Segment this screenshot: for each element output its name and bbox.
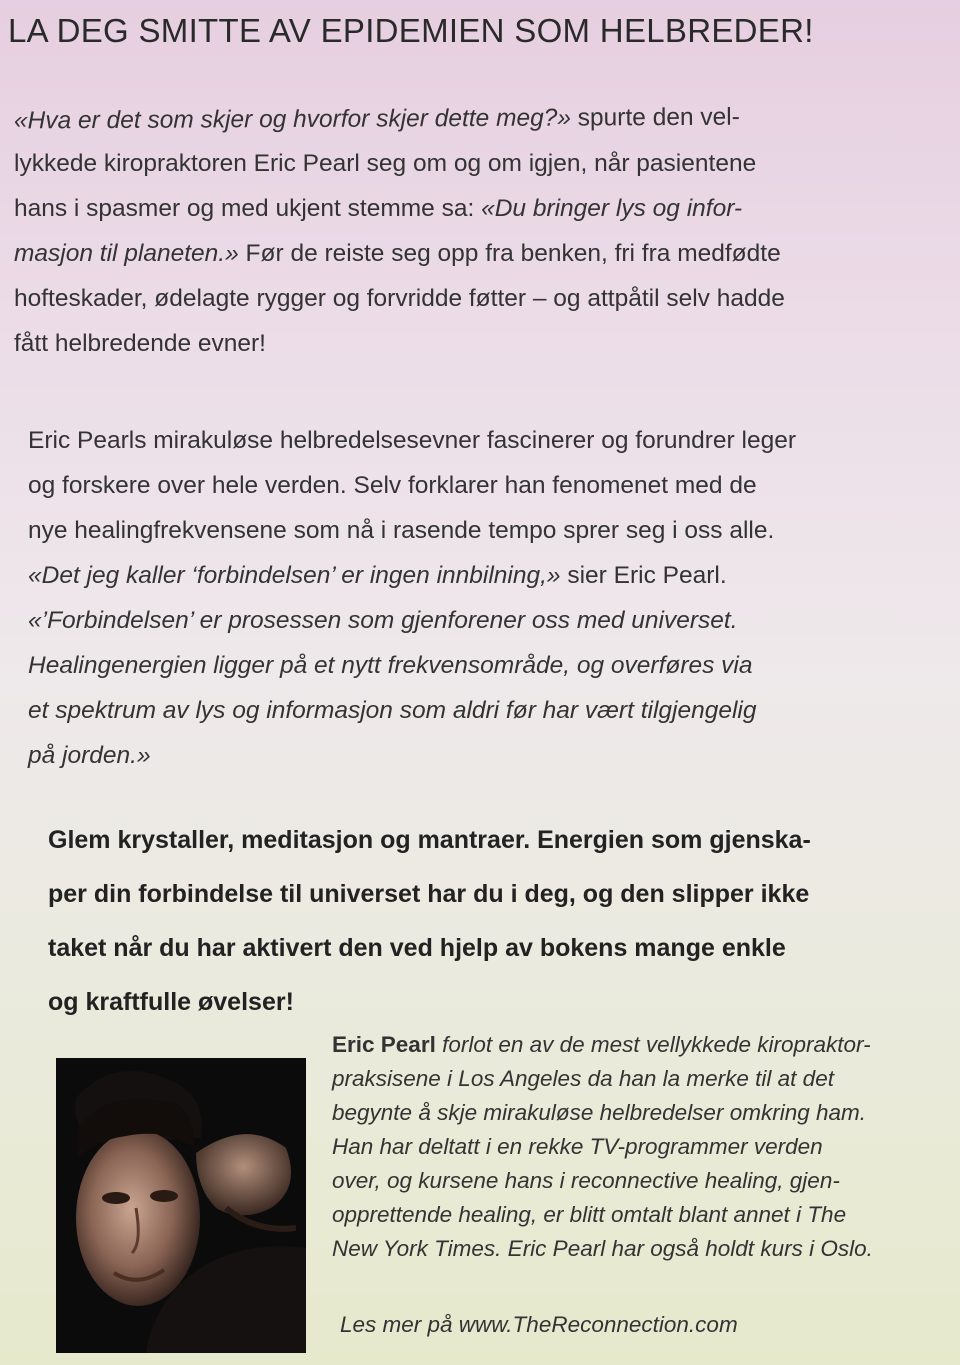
paragraph-line [14, 231, 944, 276]
line-text: spurte den vel- [570, 103, 740, 132]
line-text: hofteskader, ødelagte rygger og forvridde føtter – og attpåtil selv hadde [14, 285, 785, 312]
author-portrait-icon [56, 1058, 306, 1353]
paragraph-line [28, 688, 938, 733]
paragraph-line: per din forbindelse til universet har du i deg, og den slipper ikke [48, 880, 810, 908]
quote-text: «Du bringer lys og infor- [481, 195, 743, 222]
callout-paragraph [48, 813, 928, 1029]
website-link: Les mer på www.TheReconnection.com [340, 1312, 738, 1337]
paragraph-line [14, 186, 944, 231]
quote-text: «Det jeg kaller ‘forbindelsen’ er ingen innbilning,» [28, 562, 561, 589]
line-text: lykkede kiropraktoren Eric Pearl seg om og om igjen, når pasientene [14, 150, 757, 177]
bio-line: over, og kursene hans i reconnective healing, gjen- [332, 1168, 840, 1193]
quote-text: «’Forbindelsen’ er prosessen som gjenforener oss med universet. [28, 607, 738, 634]
paragraph-line [28, 508, 938, 553]
bio-line: opprettende healing, er blitt omtalt blant annet i The [332, 1202, 847, 1227]
paragraph-line [28, 418, 938, 463]
quote-text: masjon til planeten.» [14, 240, 239, 267]
bio-line [332, 1028, 952, 1062]
line-text: hans i spasmer og med ukjent stemme sa: [14, 195, 482, 222]
paragraph-line: Glem krystaller, meditasjon og mantraer. Energien som gjenska- [48, 826, 811, 854]
paragraph-line [28, 463, 938, 508]
paragraph-line [28, 553, 938, 598]
quote-text: «Hva er det som skjer og hvorfor skjer dette meg?» [13, 104, 572, 135]
author-photo [56, 1058, 306, 1353]
line-text: forlot en av de mest vellykkede kiropraktor- [435, 1032, 871, 1057]
paragraph-line [14, 94, 944, 144]
author-bio [332, 1028, 952, 1266]
bio-line: begynte å skje mirakuløse helbredelser omkring ham. [332, 1100, 866, 1125]
line-text: Før de reiste seg opp fra benken, fri fra medfødte [238, 240, 781, 267]
line-text: Eric Pearls mirakuløse helbredelsesevner fascinerer og forundrer leger [28, 427, 797, 454]
headline: LA DEG SMITTE AV EPIDEMIEN SOM HELBREDER! [8, 12, 814, 49]
paragraph-line [28, 643, 938, 688]
paragraph-line: taket når du har aktivert den ved hjelp av bokens mange enkle [48, 934, 786, 962]
paragraph-line: og kraftfulle øvelser! [48, 988, 294, 1016]
line-text: fått helbredende evner! [14, 330, 266, 357]
bio-line: praksisene i Los Angeles da han la merke til at det [332, 1066, 834, 1091]
paragraph-line [28, 733, 938, 778]
paragraph-line [14, 141, 944, 186]
quote-text: Healingenergien ligger på et nytt frekvensområde, og overføres via [28, 652, 753, 679]
line-text: sier Eric Pearl. [560, 562, 727, 589]
quote-text: et spektrum av lys og informasjon som aldri før har vært tilgjengelig [28, 697, 757, 724]
bio-line: New York Times. Eric Pearl har også holdt kurs i Oslo. [332, 1236, 873, 1261]
intro-paragraph [14, 96, 944, 366]
quote-text: på jorden.» [28, 742, 151, 769]
line-text: og forskere over hele verden. Selv forklarer han fenomenet med de [28, 472, 757, 499]
description-paragraph [28, 418, 938, 778]
line-text: nye healingfrekvensene som nå i rasende tempo sprer seg i oss alle. [28, 517, 775, 544]
paragraph-line [28, 598, 938, 643]
bio-line: Han har deltatt i en rekke TV-programmer verden [332, 1134, 823, 1159]
paragraph-line [14, 276, 944, 321]
paragraph-line [14, 321, 944, 366]
author-name: Eric Pearl [332, 1032, 436, 1057]
